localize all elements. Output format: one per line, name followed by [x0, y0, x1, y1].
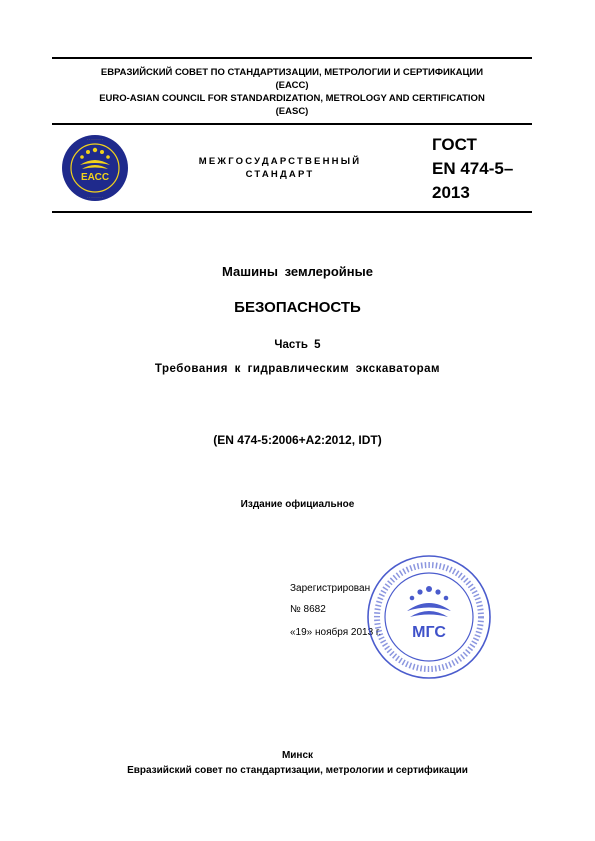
registration-line3: «19» ноября 2013 г. — [290, 627, 382, 638]
document-subtitle: БЕЗОПАСНОСТЬ — [234, 299, 361, 316]
easc-emblem-icon — [60, 133, 130, 203]
svg-text:· · · · · · · ·: · · · · · · · · — [87, 138, 103, 142]
standard-header — [52, 125, 532, 211]
publication-city: Минск — [281, 750, 314, 761]
equivalence-note: (EN 474-5:2006+A2:2012, IDT) — [213, 433, 382, 447]
council-name-en: EURO-ASIAN COUNCIL FOR STANDARDIZATION, METROLOGY AND CERTIFICATION — [99, 93, 485, 104]
gost-code-line1: ГОСТ — [432, 135, 477, 154]
council-abbr-ru: (ЕАСС) — [275, 80, 309, 91]
standard-kind-line2: СТАНДАРТ — [245, 169, 315, 180]
document-title: Машины землеройные — [222, 264, 373, 279]
council-abbr-en: (EASC) — [275, 106, 309, 117]
stamp-text: МГС — [412, 624, 446, 641]
standard-kind-line1: МЕЖГОСУДАРСТВЕННЫЙ — [198, 156, 362, 167]
edition-note: Издание официальное — [240, 499, 355, 510]
part-title: Требования к гидравлическим экскаваторам — [154, 363, 441, 375]
mgs-stamp-icon — [365, 553, 493, 681]
part-number: Часть 5 — [274, 339, 321, 351]
top-rule — [52, 57, 532, 59]
gost-code-line2: EN 474-5– — [432, 159, 514, 178]
bottom-rule — [52, 211, 532, 213]
publisher-name: Евразийский совет по стандартизации, метрологии и сертификации — [127, 765, 468, 776]
svg-text:· · · · · · · ·: · · · · · · · · — [87, 196, 103, 200]
council-header — [52, 66, 532, 118]
standard-kind — [170, 155, 390, 181]
council-name-ru: ЕВРАЗИЙСКИЙ СОВЕТ ПО СТАНДАРТИЗАЦИИ, МЕТРОЛОГИИ И СЕРТИФИКАЦИИ — [100, 67, 484, 78]
gost-code-line3: 2013 — [432, 183, 470, 202]
registration-line1: Зарегистрирован — [290, 583, 371, 594]
registration-line2: № 8682 — [290, 604, 326, 615]
gost-designation — [432, 133, 532, 205]
logo-text: ЕАСС — [80, 172, 110, 183]
